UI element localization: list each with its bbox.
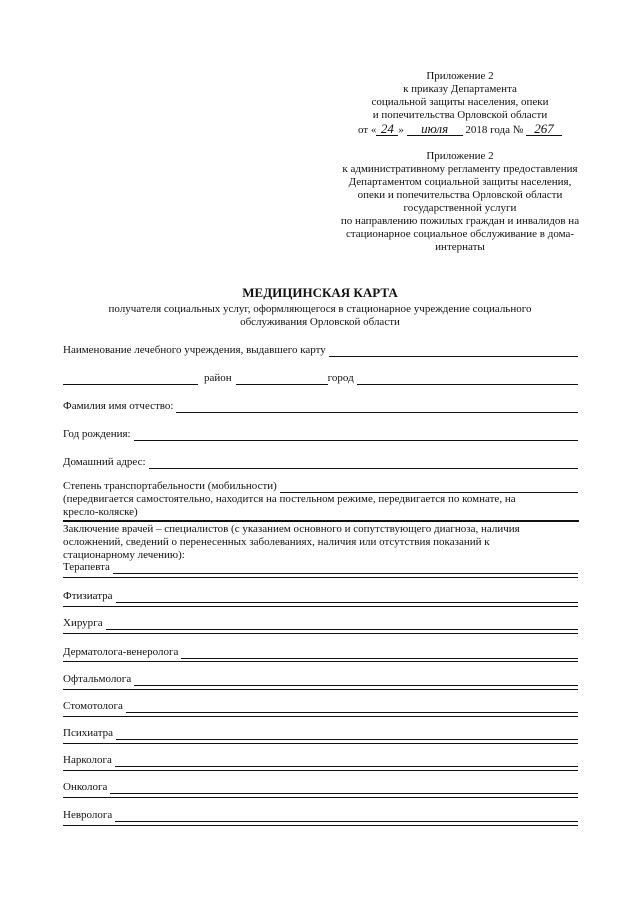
document-title: МЕДИЦИНСКАЯ КАРТА <box>242 285 398 300</box>
address-field <box>63 456 578 469</box>
doctor-input-line[interactable] <box>134 676 578 686</box>
appendix-2-line: интернаты <box>435 241 485 253</box>
appendix-1-line: к приказу Департамента <box>403 83 517 95</box>
appendix-1-line: социальной защиты населения, опеки <box>371 96 549 108</box>
doctor-row-narcologist <box>63 754 578 767</box>
appendix-1-line: и попечительства Орловской области <box>372 109 548 121</box>
doctor-row-ophthalmologist <box>63 673 578 686</box>
doctor-label: Фтизиатра <box>63 590 113 602</box>
doctor-extra-line[interactable] <box>63 633 578 634</box>
doctor-extra-line[interactable] <box>63 577 578 578</box>
appendix-2-line: Департаментом социальной защиты населения, <box>348 176 572 188</box>
doctor-row-therapist <box>63 561 578 574</box>
conclusion-line: осложнений, сведений о перенесенных заболеваниях, наличия или отсутствия показаний к <box>63 536 490 548</box>
mobility-note <box>63 493 583 519</box>
doctor-input-line[interactable] <box>116 593 578 603</box>
doctor-input-line[interactable] <box>116 730 578 740</box>
full-name-label: Фамилия имя отчество: <box>63 400 174 412</box>
district-input-line[interactable] <box>63 375 198 385</box>
institution-field <box>63 344 578 357</box>
doctor-label: Невролога <box>63 809 113 821</box>
subtitle-line: получателя социальных услуг, оформляющегося в стационарное учреждение социального <box>108 303 532 315</box>
doctor-row-surgeon <box>63 617 578 630</box>
conclusion-line: стационарному лечению): <box>63 549 185 561</box>
doctor-label: Дерматолога-венеролога <box>63 646 179 658</box>
order-number: 267 <box>526 122 562 136</box>
mobility-input-line[interactable] <box>280 483 578 493</box>
doctor-input-line[interactable] <box>115 757 578 767</box>
doctor-extra-line[interactable] <box>63 770 578 771</box>
full-name-field <box>63 400 578 413</box>
birth-year-label: Год рождения: <box>63 428 131 440</box>
appendix-1-date-line <box>330 122 590 137</box>
doctor-input-line[interactable] <box>181 649 578 659</box>
doctor-input-line[interactable] <box>110 784 578 794</box>
city-label: город <box>327 372 354 384</box>
doctor-input-line[interactable] <box>113 564 578 574</box>
section-divider <box>63 520 579 522</box>
district-label: район <box>204 372 232 384</box>
doctor-label: Онколога <box>63 781 108 793</box>
doctor-extra-line[interactable] <box>63 689 578 690</box>
conclusion-text <box>63 523 583 562</box>
district-city-field <box>63 372 578 385</box>
appendix-2-line: Приложение 2 <box>426 150 494 162</box>
appendix-1-header <box>330 70 590 137</box>
doctor-label: Стомотолога <box>63 700 123 712</box>
doctor-row-dentist <box>63 700 578 713</box>
doctor-row-psychiatrist <box>63 727 578 740</box>
doctor-input-line[interactable] <box>126 703 578 713</box>
address-input-line[interactable] <box>149 459 578 469</box>
city-pre-line[interactable] <box>236 375 328 385</box>
document-subtitle <box>60 303 580 329</box>
doctor-row-oncologist <box>63 781 578 794</box>
appendix-2-line: государственной услуги <box>403 202 517 214</box>
address-label: Домашний адрес: <box>63 456 146 468</box>
full-name-input-line[interactable] <box>176 403 578 413</box>
subtitle-line: обслуживания Орловской области <box>240 316 400 328</box>
doctor-extra-line[interactable] <box>63 743 578 744</box>
doctor-extra-line[interactable] <box>63 825 578 826</box>
conclusion-line: Заключение врачей – специалистов (с указанием основного и сопутствующего диагноза, наличия <box>63 523 520 535</box>
doctor-extra-line[interactable] <box>63 661 578 662</box>
date-year-text: 2018 года № <box>465 124 524 136</box>
mobility-note-line: кресло-коляске) <box>63 506 138 518</box>
institution-input-line[interactable] <box>329 347 578 357</box>
doctor-row-neurologist <box>63 809 578 822</box>
appendix-1-line: Приложение 2 <box>426 70 494 82</box>
date-day: 24 <box>376 122 398 136</box>
birth-year-input-line[interactable] <box>134 431 578 441</box>
birth-year-field <box>63 428 578 441</box>
institution-label: Наименование лечебного учреждения, выдавшего карту <box>63 344 326 356</box>
doctor-label: Психиатра <box>63 727 114 739</box>
doctor-extra-line[interactable] <box>63 797 578 798</box>
doctor-label: Нарколога <box>63 754 112 766</box>
date-prefix: от « <box>357 124 377 136</box>
date-close: » <box>398 124 404 136</box>
doctor-extra-line[interactable] <box>63 606 578 607</box>
doctor-extra-line[interactable] <box>63 716 578 717</box>
date-month: июля <box>407 122 463 136</box>
doctor-label: Офтальмолога <box>63 673 132 685</box>
appendix-2-line: по направлению пожилых граждан и инвалидов на <box>340 215 580 227</box>
doctor-input-line[interactable] <box>106 620 578 630</box>
mobility-field <box>63 480 578 493</box>
doctor-row-phthisiatrician <box>63 590 578 603</box>
city-input-line[interactable] <box>357 375 578 385</box>
mobility-label: Степень транспортабельности (мобильности) <box>63 480 277 492</box>
appendix-2-line: опеки и попечительства Орловской области <box>357 189 563 201</box>
appendix-2-line: к административному регламенту предоставления <box>342 163 578 175</box>
mobility-note-line: (передвигается самостоятельно, находится на постельном режиме, передвигается по комнате, на <box>63 493 516 505</box>
doctor-row-dermatologist <box>63 646 578 659</box>
doctor-input-line[interactable] <box>115 812 578 822</box>
appendix-2-line: стационарное социальное обслуживание в дома- <box>345 228 575 240</box>
appendix-2-header <box>300 150 620 254</box>
doctor-label: Терапевта <box>63 561 110 573</box>
doctor-label: Хирурга <box>63 617 103 629</box>
